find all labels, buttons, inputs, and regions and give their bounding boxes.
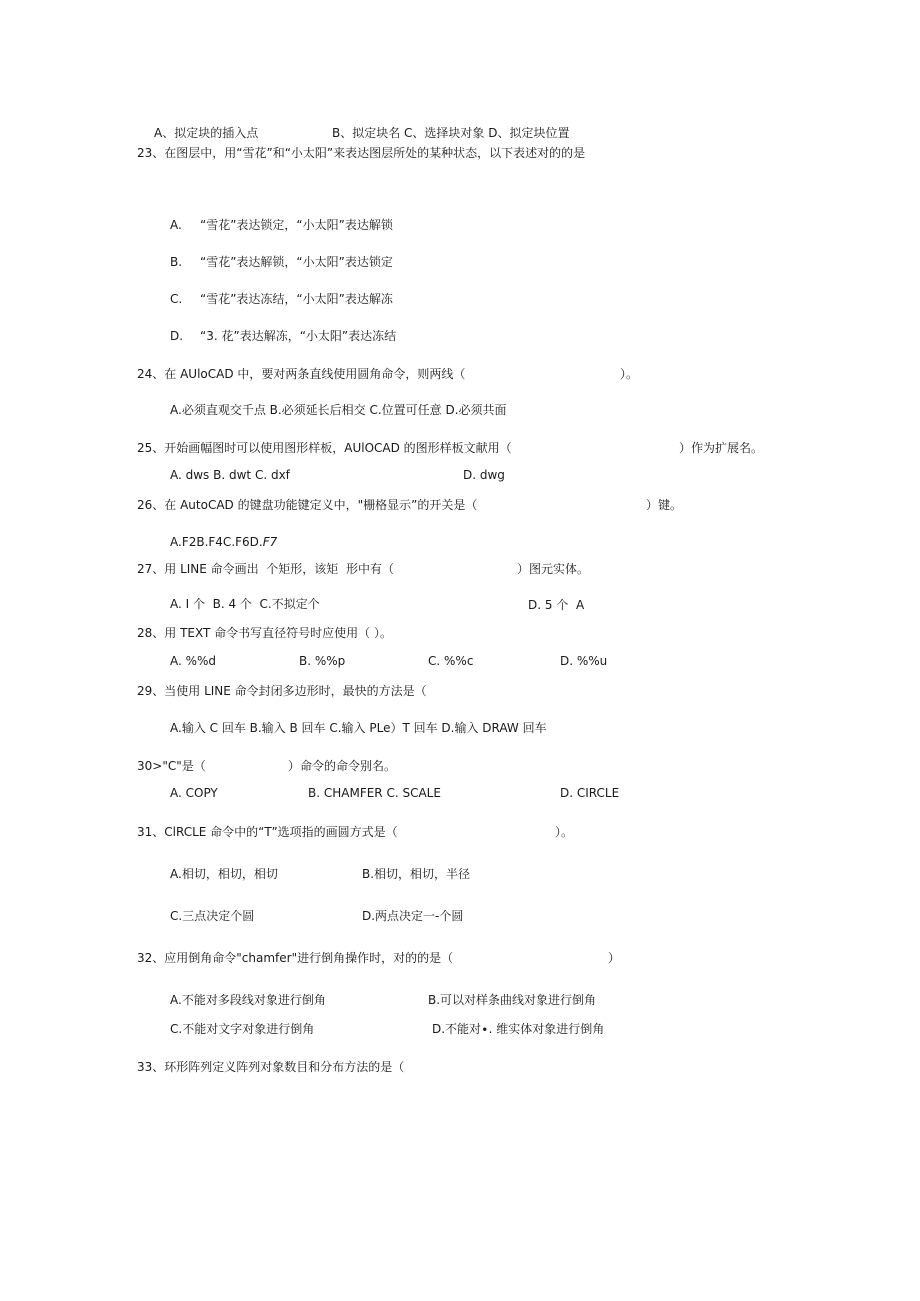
q25-options-abc: A. dws B. dwt C. dxf — [170, 468, 290, 482]
q26-stem-end: ）键。 — [646, 498, 683, 512]
q26-options — [170, 534, 277, 550]
q32-stem-end: ） — [608, 951, 621, 965]
q30-option-d: D. CIRCLE — [560, 786, 620, 800]
q30-option-bc: B. CHAMFER C. SCALE — [308, 786, 441, 800]
q31-option-d: D.两点决定一-个圆 — [362, 909, 464, 923]
q23-option-a-text: “雪花”表达锁定，“小太阳”表达解锁 — [200, 218, 393, 232]
q30-stem-end: ）命令的命令别名。 — [288, 759, 397, 773]
q29-options: A.输入 C 回车 B.输入 B 回车 C.输入 PLe）T 回车 D.输入 DRAW 回车 — [170, 721, 547, 735]
q28-option-b: B. %%p — [299, 654, 346, 668]
q28-option-c: C. %%c — [428, 654, 474, 668]
q28-stem: 28、用 TEXT 命令书写直径符号时应使用（ ）。 — [137, 626, 392, 640]
q23-option-d-letter: D. — [170, 329, 184, 343]
q22-option-a: A、拟定块的插入点 — [154, 126, 259, 140]
q23-option-a-letter: A. — [170, 218, 182, 232]
q26-options-text: A.F2B.F4C.F6D. — [170, 535, 263, 549]
q32-option-d: D.不能对∙. 维实体对象进行倒角 — [432, 1022, 605, 1036]
q31-option-c: C.三点决定个圆 — [170, 909, 255, 923]
q24-stem: 24、在 AUloCAD 中，要对两条直线使用圆角命令，则两线（ — [137, 367, 466, 381]
q27-stem-end: ）图元实体。 — [517, 562, 590, 576]
q33-stem: 33、环形阵列定义阵列对象数目和分布方法的是（ — [137, 1060, 405, 1074]
q32-option-b: B.可以对样条曲线对象进行倒角 — [428, 993, 597, 1007]
q30-stem: 30>"C"是（ — [137, 759, 206, 773]
q23-stem: 23、在图层中，用“雪花”和“小太阳”来表达图层所处的某种状态，以下表述对的的是 — [137, 146, 586, 160]
q24-stem-end: ）。 — [620, 367, 639, 381]
q22-option-bcd: B、拟定块名 C、选择块对象 D、拟定块位置 — [332, 126, 570, 140]
q28-option-d: D. %%u — [560, 654, 608, 668]
q23-option-d-text: “3. 花”表达解冻，“小太阳”表达冻结 — [200, 329, 397, 343]
q29-stem: 29、当使用 LINE 命令封闭多边形时，最快的方法是（ — [137, 684, 427, 698]
q26-stem: 26、在 AutoCAD 的键盘功能键定义中，"栅格显示”的开关是（ — [137, 498, 478, 512]
q25-stem-end: ）作为扩展名。 — [679, 441, 764, 455]
q30-option-a: A. COPY — [170, 786, 218, 800]
q31-option-a: A.相切，相切，相切 — [170, 867, 278, 881]
q32-option-c: C.不能对文字对象进行倒角 — [170, 1022, 315, 1036]
q27-options-abc: A. I 个 B. 4 个 C.不拟定个 — [170, 597, 320, 611]
q31-stem-end: ）。 — [555, 825, 574, 839]
q23-option-c-text: “雪花”表达冻结，“小太阳”表达解冻 — [200, 292, 393, 306]
q32-option-a: A.不能对多段线对象进行倒角 — [170, 993, 326, 1007]
q28-option-a: A. %%d — [170, 654, 217, 668]
q23-option-c-letter: C. — [170, 292, 183, 306]
q31-option-b: B.相切，相切，半径 — [362, 867, 471, 881]
q32-stem: 32、应用倒角命令"chamfer"进行倒角操作时，对的的是（ — [137, 951, 454, 965]
q25-option-d: D. dwg — [463, 468, 505, 482]
q31-stem: 31、ClRCLE 命令中的“T”选项指的画圆方式是（ — [137, 825, 398, 839]
q27-stem: 27、用 LINE 命令画出 个矩形，该矩 形中有（ — [137, 562, 394, 576]
q27-option-d: D. 5 个 A — [528, 598, 585, 612]
q24-options: A.必须直观交千点 B.必须延长后相交 C.位置可任意 D.必须共面 — [170, 403, 507, 417]
q23-option-b-letter: B. — [170, 255, 183, 269]
q25-stem: 25、开始画幅图时可以使用图形样板，AUlOCAD 的图形样板文献用（ — [137, 441, 512, 455]
q26-option-d-tail: F7 — [262, 535, 278, 549]
q23-option-b-text: “雪花”表达解锁，“小太阳”表达锁定 — [200, 255, 393, 269]
